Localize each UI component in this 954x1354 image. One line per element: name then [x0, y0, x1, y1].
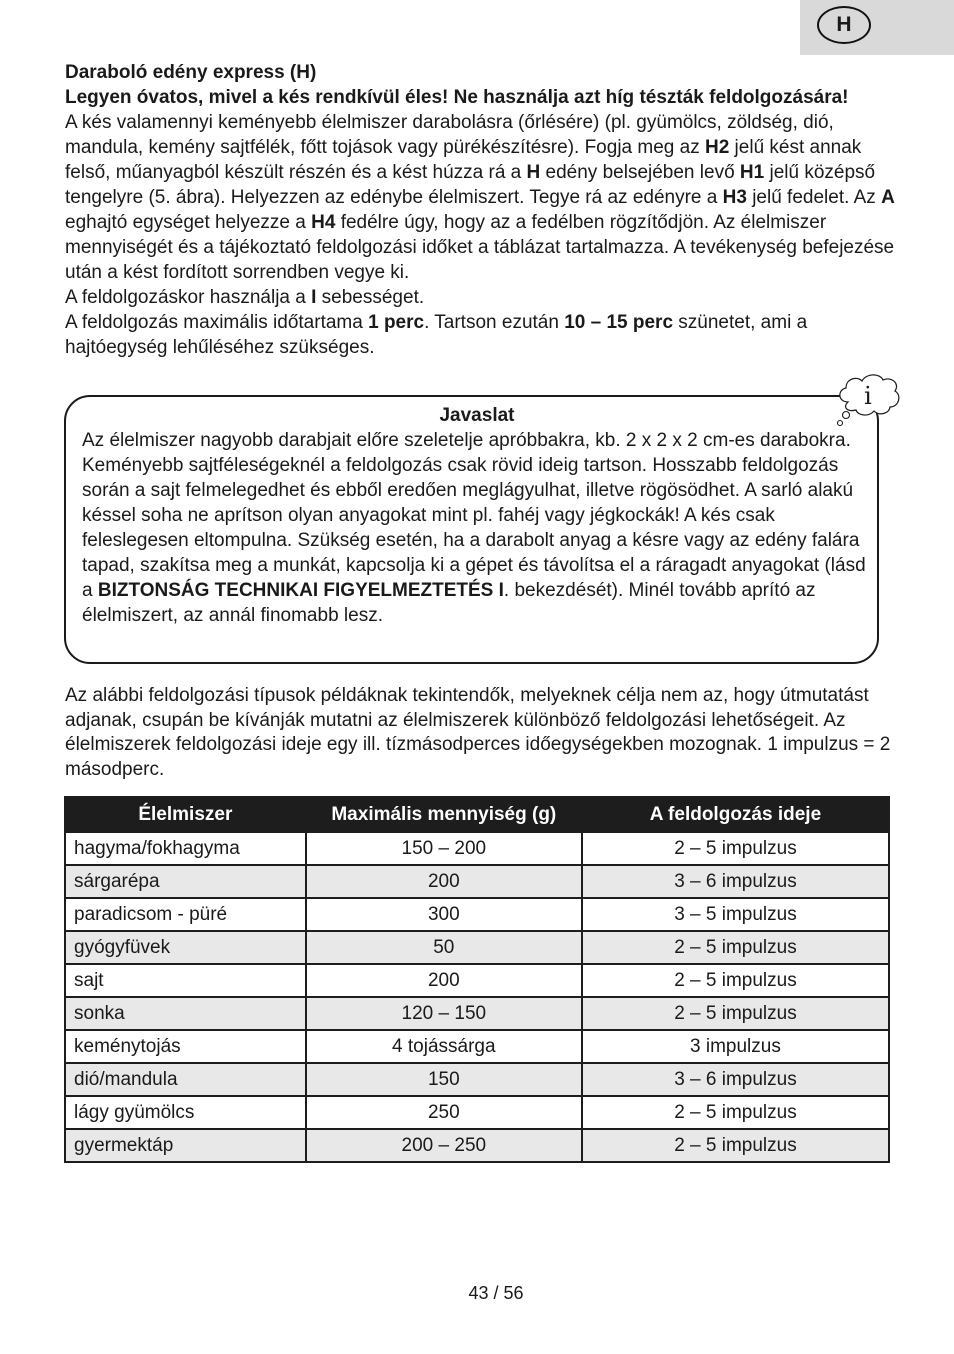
food-cell: sajt [65, 964, 306, 997]
table-row [65, 997, 889, 1030]
quantity-cell: 300 [306, 898, 582, 931]
table-row [65, 832, 889, 865]
quantity-cell: 250 [306, 1096, 582, 1129]
text-run: A feldolgozáskor használja a [65, 287, 312, 308]
table-row [65, 931, 889, 964]
duration-cell: 3 – 5 impulzus [582, 898, 889, 931]
duration-cell: 2 – 5 impulzus [582, 997, 889, 1030]
text-run: szünetet, ami a hajtóegység lehűléséhez szükséges. [65, 312, 808, 358]
tip-title: Javaslat [439, 405, 515, 426]
language-badge: H [817, 6, 871, 44]
language-tab [800, 0, 954, 55]
food-cell: hagyma/fokhagyma [65, 832, 306, 865]
column-header: Maximális mennyiség (g) [306, 797, 582, 832]
duration-cell: 3 impulzus [582, 1030, 889, 1063]
max-duration: 1 perc [368, 312, 425, 333]
text-run: jelű középső tengelyre (5. ábra). Helyezzen az edénybe élelmiszert. Tegye rá az edényre a [65, 162, 876, 208]
food-cell: sonka [65, 997, 306, 1030]
part-label: H4 [311, 212, 336, 233]
warning-text: Legyen óvatos, mivel a kés rendkívül éles! Ne használja azt híg tészták feldolgozására! [65, 87, 849, 108]
table-row [65, 1129, 889, 1162]
food-cell: gyógyfüvek [65, 931, 306, 964]
quantity-cell: 50 [306, 931, 582, 964]
quantity-cell: 200 [306, 964, 582, 997]
pause-duration: 10 – 15 perc [564, 312, 674, 333]
text-run: A feldolgozás maximális időtartama [65, 312, 369, 333]
food-cell: paradicsom - püré [65, 898, 306, 931]
info-letter: i [864, 382, 872, 410]
column-header: A feldolgozás ideje [582, 797, 889, 832]
section-title: Daraboló edény express (H) [65, 62, 317, 83]
text-run: . Tartson ezután [424, 312, 565, 333]
table-row [65, 898, 889, 931]
duration-cell: 3 – 6 impulzus [582, 1063, 889, 1096]
food-cell: lágy gyümölcs [65, 1096, 306, 1129]
duration-paragraph [65, 310, 905, 360]
tip-body [82, 428, 872, 628]
quantity-cell: 150 [306, 1063, 582, 1096]
text-run: edény belsejében levő [540, 162, 740, 183]
text-run: . bekezdését). Minél tovább aprító az élelmiszert, az annál finomabb lesz. [82, 580, 816, 626]
quantity-cell: 150 – 200 [306, 832, 582, 865]
instructions-paragraph [65, 110, 905, 285]
table-intro: Az alábbi feldolgozási típusok példáknak tekintendők, melyeknek célja nem az, hogy útmutatást adjanak, csupán be kívánják mutatni az élelmiszerek különböző feldolgozási lehetőségeit. Az élelmiszerek feldolgozási ideje egy ill. tízmásodperces időegységekben mozognak. 1 impulzus = 2 másodperc. [65, 685, 891, 780]
food-cell: keménytojás [65, 1030, 306, 1063]
duration-cell: 2 – 5 impulzus [582, 931, 889, 964]
page-number: 43 / 56 [468, 1283, 524, 1303]
column-header: Élelmiszer [65, 797, 306, 832]
table-row [65, 865, 889, 898]
tip-box [64, 395, 879, 664]
food-cell: sárgarépa [65, 865, 306, 898]
table-row [65, 1063, 889, 1096]
part-label: A [881, 187, 895, 208]
text-run: eghajtó egységet helyezze a [65, 212, 312, 233]
food-cell: dió/mandula [65, 1063, 306, 1096]
section-text [65, 60, 905, 360]
part-label: H1 [739, 162, 765, 183]
quantity-cell: 200 – 250 [306, 1129, 582, 1162]
safety-reference: BIZTONSÁG TECHNIKAI FIGYELMEZTETÉS I [97, 580, 504, 601]
text-run: sebességet. [316, 287, 425, 308]
part-label: H2 [704, 137, 730, 158]
table-row [65, 1030, 889, 1063]
text-run: jelű fedelet. Az [746, 187, 882, 208]
duration-cell: 2 – 5 impulzus [582, 832, 889, 865]
text-run: jelű kést annak felső, műanyagból készült részén és a kést húzza rá a [65, 137, 862, 183]
food-cell: gyermektáp [65, 1129, 306, 1162]
text-run: A kés valamennyi keményebb élelmiszer darabolásra (őrlésére) (pl. gyümölcs, zöldség, dió, mandula, kemény sajtfélék, főtt tojások vagy pürékészítésre). Fogja meg az [65, 112, 834, 158]
duration-cell: 2 – 5 impulzus [582, 1096, 889, 1129]
text-run: Az élelmiszer nagyobb darabjait előre szeletelje apróbbakra, kb. 2 x 2 x 2 cm-es darabokra. Keményebb sajtféleségeknél a feldolgozás csak rövid ideig tartson. Hosszabb feldolgozás során a sajt felmelegedhet és ebből eredően meglágyulhat, illetve rögösödhet. A sarló alakú késsel soha ne aprítson olyan anyagokat mint pl. fahéj vagy jégkockák! A kés csak feleslegesen eltompulna. Szükség esetén, ha a darabolt anyag a késre vagy az edény falára tapad, szakítsa meg a munkát, kapcsolja ki a gépet és távolítsa el a ráragadt anyagokat (lásd a [82, 430, 866, 601]
quantity-cell: 4 tojássárga [306, 1030, 582, 1063]
speed-label: I [311, 287, 317, 308]
info-cloud-icon [834, 372, 902, 434]
quantity-cell: 200 [306, 865, 582, 898]
part-label: H [526, 162, 541, 183]
speed-paragraph [65, 285, 905, 310]
part-label: H3 [722, 187, 747, 208]
table-row [65, 1096, 889, 1129]
quantity-cell: 120 – 150 [306, 997, 582, 1030]
table-header-row [65, 797, 889, 832]
duration-cell: 2 – 5 impulzus [582, 1129, 889, 1162]
duration-cell: 3 – 6 impulzus [582, 865, 889, 898]
table-row [65, 964, 889, 997]
processing-table [64, 796, 890, 1163]
text-run: fedélre úgy, hogy az a fedélben rögzítődjön. Az élelmiszer mennyiségét és a tájékoztató feldolgozási időket a táblázat tartalmazza. A tevékenység befejezése után a kést fordított sorrendben vegye ki. [65, 212, 895, 283]
duration-cell: 2 – 5 impulzus [582, 964, 889, 997]
